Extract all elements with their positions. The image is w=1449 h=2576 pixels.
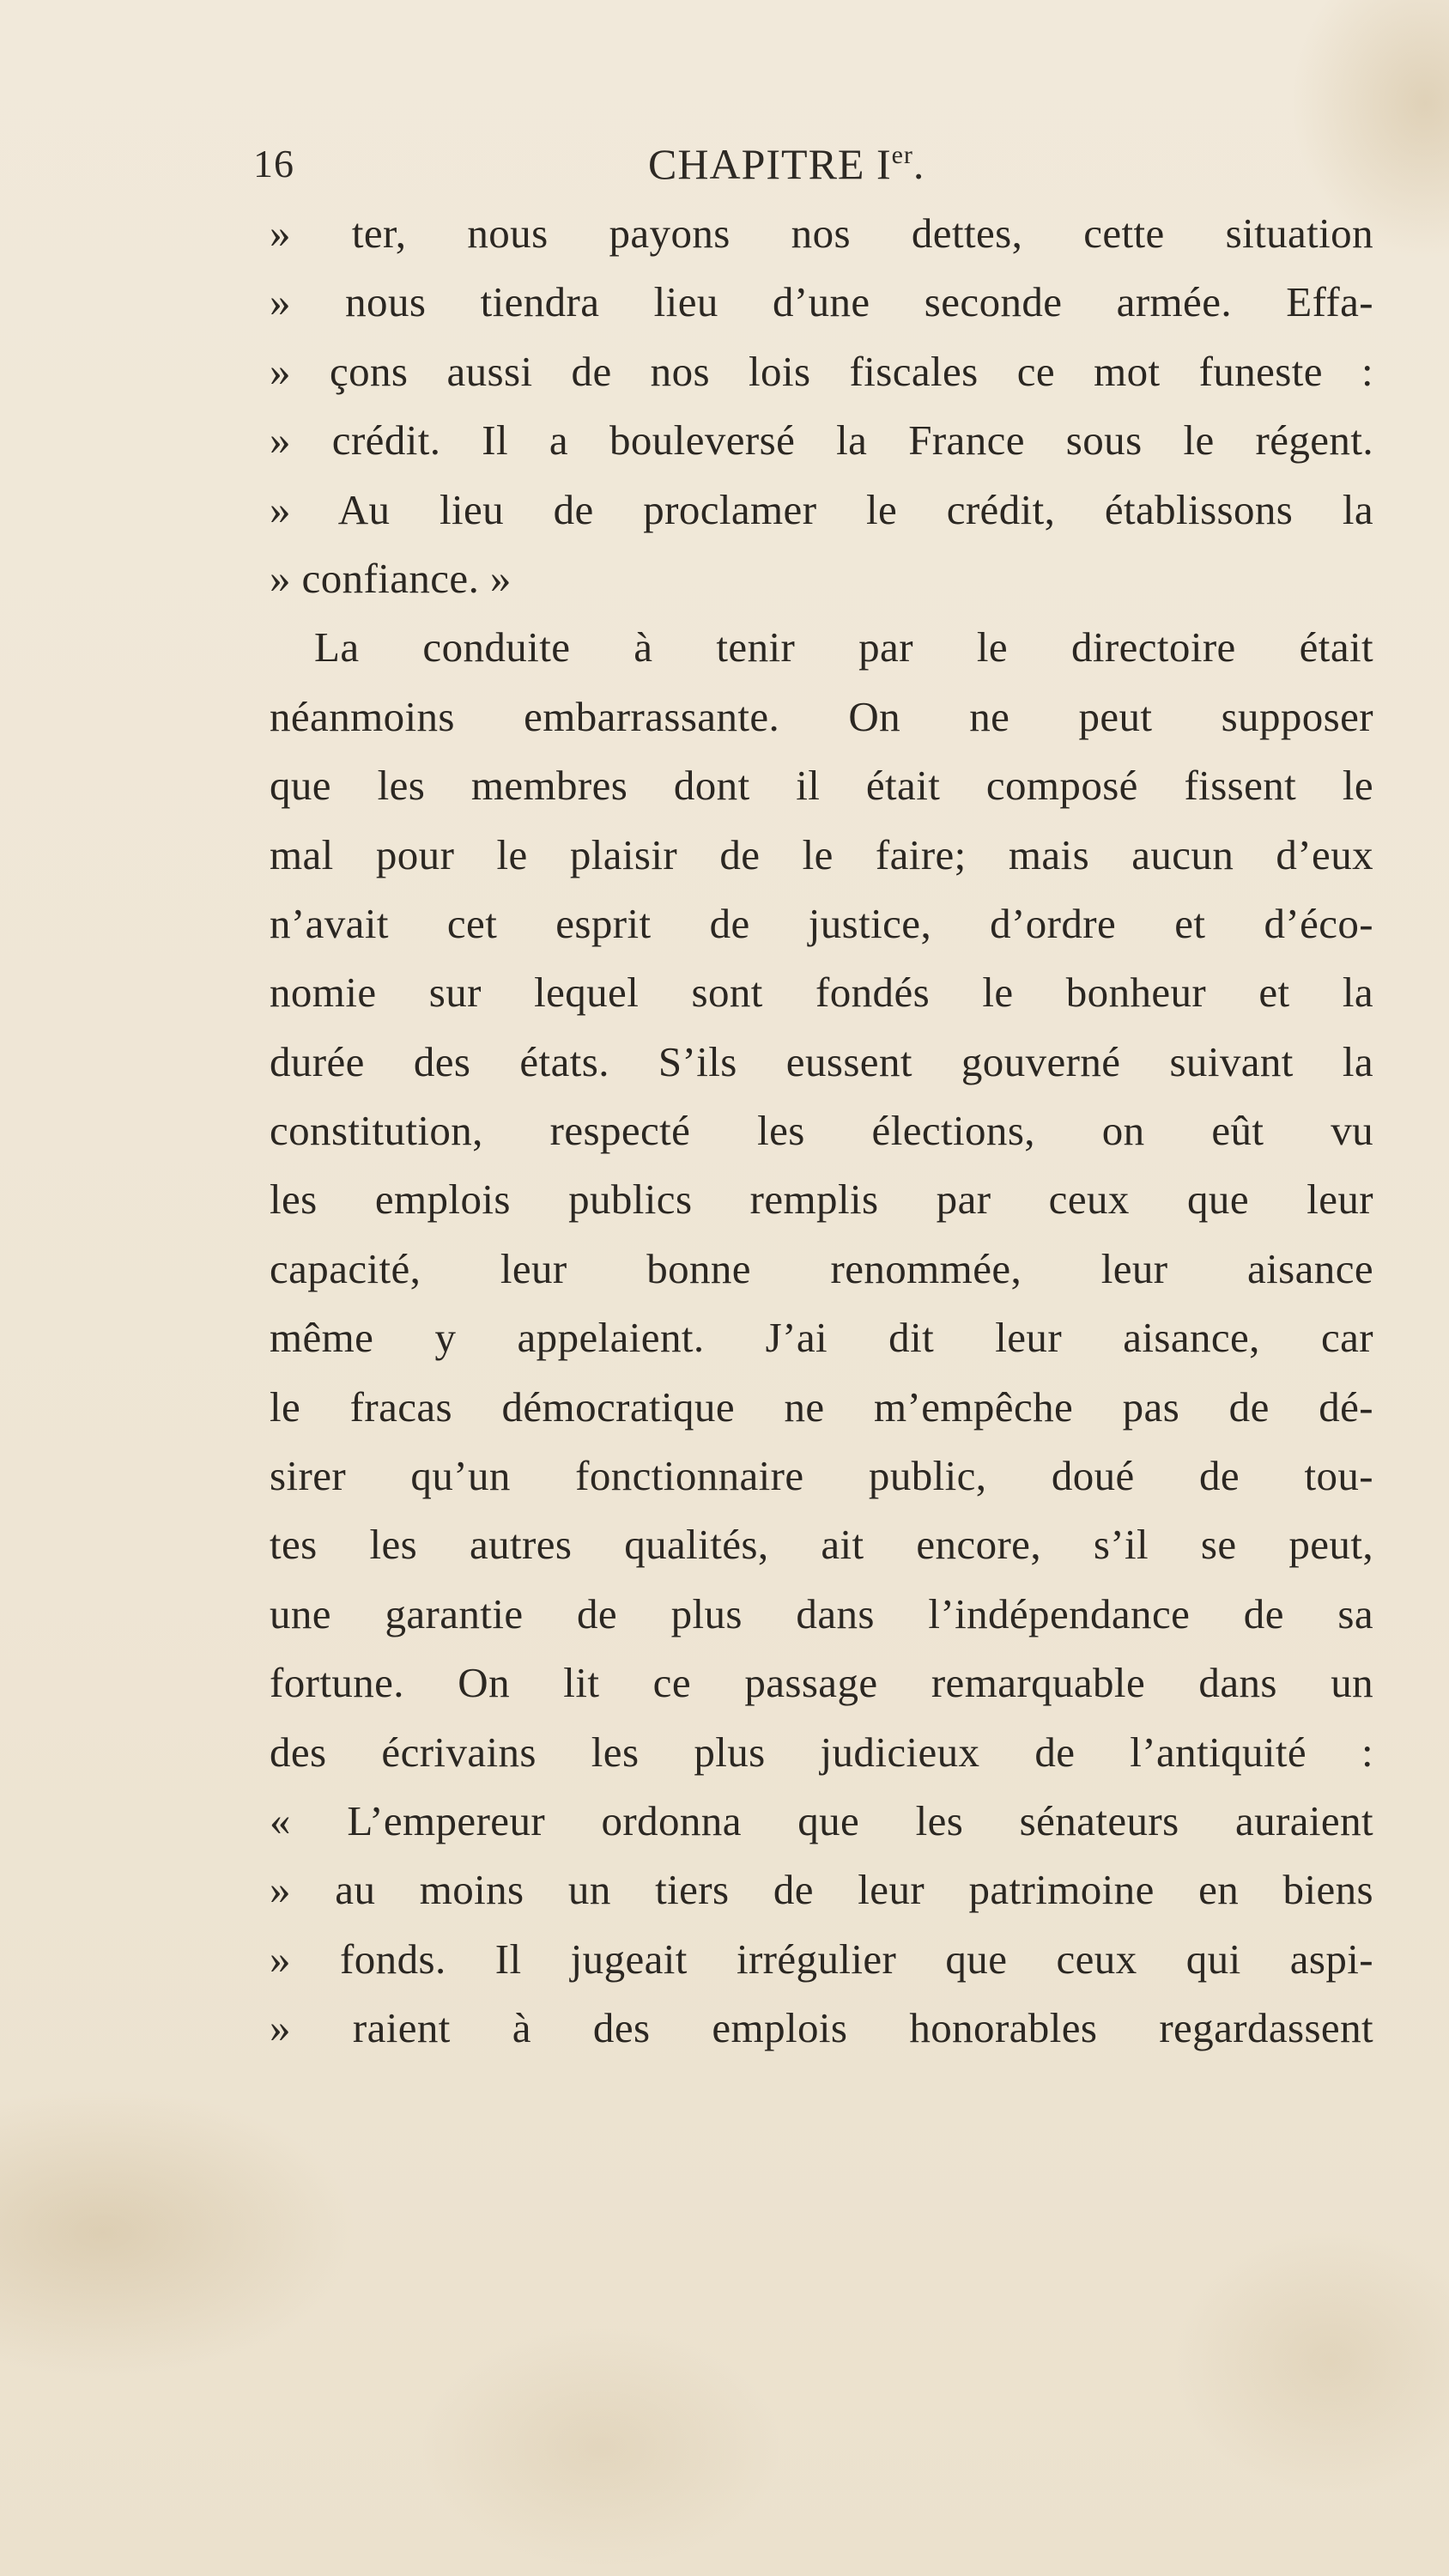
text-line: n’avait cet esprit de justice, d’ordre et d’éco- — [270, 899, 1373, 947]
text-line: capacité, leur bonne renommée, leur aisance — [270, 1244, 1373, 1292]
text-line: » fonds. Il jugeait irrégulier que ceux qui aspi- — [270, 1935, 1373, 1983]
text-line: » raient à des emplois honorables regardassent — [270, 2004, 1373, 2052]
text-line: fortune. On lit ce passage remarquable dans un — [270, 1659, 1373, 1707]
text-line: » nous tiendra lieu d’une seconde armée. Effa- — [270, 278, 1373, 326]
text-line: durée des états. S’ils eussent gouverné suivant la — [270, 1037, 1373, 1085]
text-line: une garantie de plus dans l’indépendance de sa — [270, 1589, 1373, 1637]
text-line: » au moins un tiers de leur patrimoine en biens — [270, 1866, 1373, 1914]
text-line: » crédit. Il a bouleversé la France sous le régent. — [270, 416, 1373, 465]
running-title-text: CHAPITRE I — [648, 140, 892, 188]
text-line: » confiance. » — [270, 554, 512, 602]
running-title-period: . — [912, 140, 925, 188]
text-line: « L’empereur ordonna que les sénateurs auraient — [270, 1796, 1373, 1844]
text-line: mal pour le plaisir de le faire; mais aucun d’eux — [270, 830, 1373, 878]
text-line: les emplois publics remplis par ceux que leur — [270, 1176, 1373, 1224]
text-line: constitution, respecté les élections, on eût vu — [270, 1107, 1373, 1155]
text-line: tes les autres qualités, ait encore, s’il se peut, — [270, 1521, 1373, 1569]
text-line: que les membres dont il était composé fissent le — [270, 762, 1373, 810]
page-header — [253, 120, 1369, 189]
text-line: nomie sur lequel sont fondés le bonheur et la — [270, 969, 1373, 1017]
text-line: sirer qu’un fonctionnaire public, doué de tou- — [270, 1452, 1373, 1500]
text-line: néanmoins embarrassante. On ne peut supposer — [270, 692, 1373, 740]
running-title — [648, 139, 925, 189]
text-line: même y appelaient. J’ai dit leur aisance, car — [270, 1314, 1373, 1362]
running-title-superscript: er — [891, 141, 913, 169]
body-text — [270, 199, 1373, 2063]
text-line: » ter, nous payons nos dettes, cette situation — [270, 210, 1373, 257]
page-number: 16 — [253, 142, 294, 185]
text-line: » Au lieu de proclamer le crédit, établissons la — [270, 485, 1373, 533]
paragraph-first-line: La conduite à tenir par le directoire était — [314, 623, 1373, 671]
text-line: le fracas démocratique ne m’empêche pas de dé- — [270, 1382, 1373, 1431]
text-line: des écrivains les plus judicieux de l’antiquité : — [270, 1728, 1373, 1776]
text-line: » çons aussi de nos lois fiscales ce mot funeste : — [270, 347, 1373, 395]
